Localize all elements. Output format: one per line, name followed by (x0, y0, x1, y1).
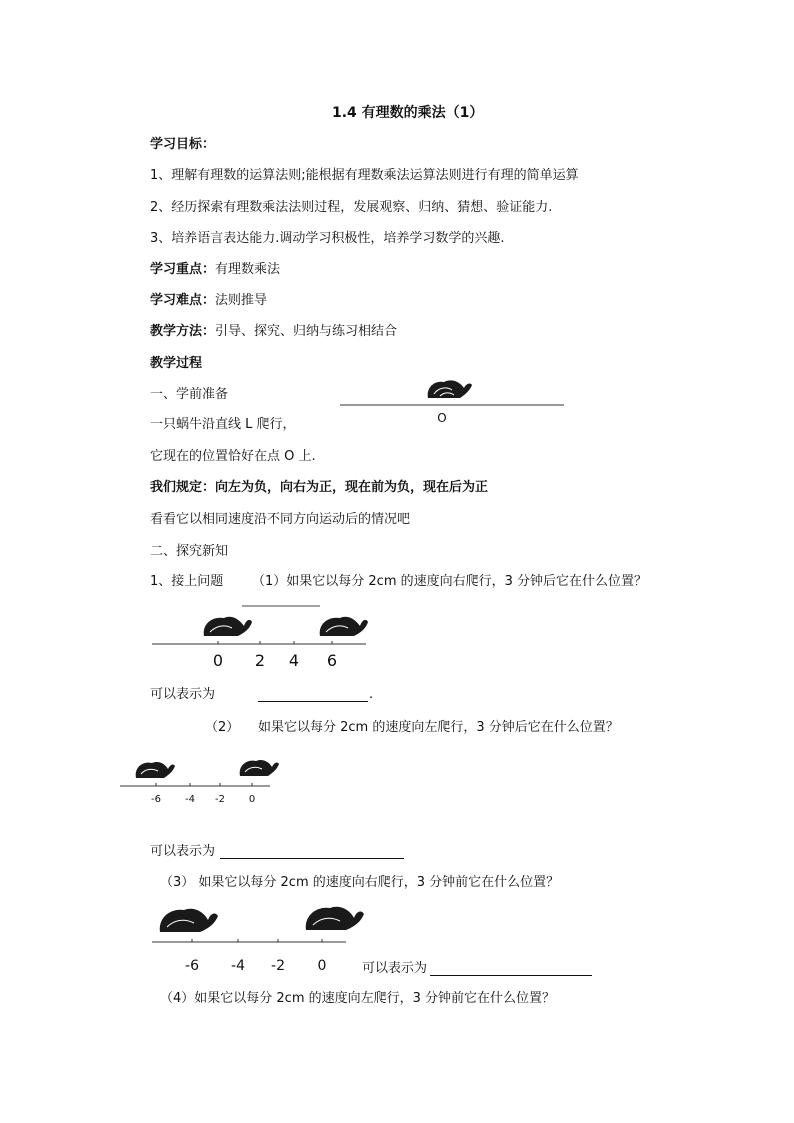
difficulty-value: 法则推导 (215, 293, 268, 308)
expr-label-1: 可以表示为 (150, 687, 216, 702)
objective-item-1: 1、理解有理数的运算法则;能根据有理数乘法运算法则进行有理的简单运算 (150, 168, 579, 183)
tick-label: 0 (248, 794, 256, 805)
rule-statement: 我们规定：向左为负，向右为正，现在前为负，现在后为正 (150, 480, 489, 495)
tick-label: 6 (326, 651, 338, 670)
q1-prefix: 1、接上问题 (150, 574, 224, 589)
method-row (150, 324, 397, 340)
number-line-figure-2 (118, 752, 278, 808)
q2-number: （2） (205, 720, 240, 735)
snail-icon (240, 760, 279, 776)
objective-item-3: 3、培养语言表达能力.调动学习积极性，培养学习数学的兴趣. (150, 231, 505, 246)
key-point-row (150, 262, 280, 278)
objective-item-2: 2、经历探索有理数乘法法则过程，发展观察、归纳、猜想、验证能力. (150, 200, 553, 215)
tick-label: -4 (231, 958, 245, 974)
tick-label: 0 (317, 958, 327, 974)
answer-blank-3[interactable] (430, 975, 592, 976)
snail-icon (160, 909, 218, 932)
section2-heading: 二、探究新知 (150, 544, 229, 559)
number-line-figure-3 (150, 900, 354, 976)
difficulty-label: 学习难点： (150, 293, 216, 308)
tick-label: 2 (254, 651, 266, 670)
method-label: 教学方法： (150, 324, 216, 339)
snail-icon (320, 617, 368, 636)
page-title: 1.4 有理数的乘法（1） (332, 105, 484, 121)
answer-blank-2[interactable] (220, 858, 404, 859)
objectives-heading: 学习目标： (150, 137, 216, 152)
tick-label: 4 (288, 651, 300, 670)
expr-end-1: . (369, 687, 374, 702)
tick-label: -6 (151, 794, 161, 805)
answer-blank-1[interactable] (258, 701, 368, 702)
key-point-label: 学习重点： (150, 262, 216, 277)
tick-label: -2 (215, 794, 225, 805)
question-4: （4）如果它以每分 2cm 的速度向左爬行，3 分钟前它在什么位置？ (160, 991, 556, 1006)
tick-label: -2 (271, 958, 285, 974)
section1-line2: 它现在的位置恰好在点 O 上. (150, 449, 316, 464)
number-line-figure-1 (150, 600, 380, 672)
snail-icon (204, 617, 252, 636)
question-2: 如果它以每分 2cm 的速度向左爬行，3 分钟后它在什么位置？ (258, 720, 619, 735)
snail-icon (428, 380, 472, 398)
key-point-value: 有理数乘法 (215, 262, 281, 277)
section1-line1: 一只蜗牛沿直线 L 爬行， (150, 417, 296, 432)
snail-icon (136, 762, 175, 778)
process-heading: 教学过程 (150, 356, 203, 371)
expr-label-3: 可以表示为 (362, 961, 428, 976)
tick-label: -6 (185, 958, 199, 974)
section1-heading: 一、学前准备 (150, 387, 229, 402)
difficulty-row (150, 293, 267, 309)
method-value: 引导、探究、归纳与练习相结合 (215, 324, 398, 339)
expr-label-2: 可以表示为 (150, 844, 216, 859)
tick-label: -4 (185, 794, 195, 805)
snail-icon (306, 907, 364, 930)
snail-origin-figure (338, 372, 568, 428)
section1-prompt: 看看它以相同速度沿不同方向运动后的情况吧 (150, 512, 411, 527)
question-3: （3） 如果它以每分 2cm 的速度向右爬行，3 分钟前它在什么位置？ (160, 875, 560, 890)
question-1: （1）如果它以每分 2cm 的速度向右爬行，3 分钟后它在什么位置？ (252, 574, 648, 589)
origin-label: O (437, 411, 447, 425)
tick-label: 0 (212, 651, 224, 670)
